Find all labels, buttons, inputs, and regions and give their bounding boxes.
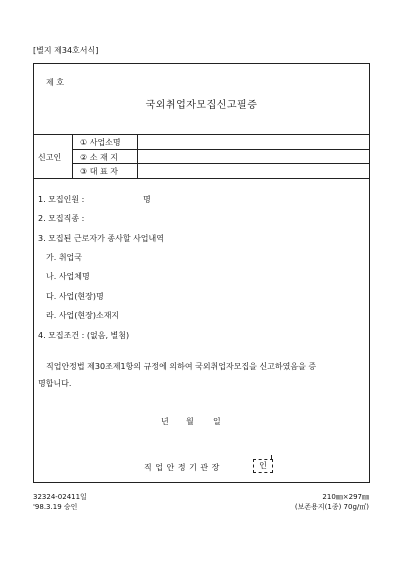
location-label: ② 소 재 지 xyxy=(80,153,118,162)
recruit-count-unit: 명 xyxy=(143,195,151,204)
statement-line-2: 명합니다. xyxy=(38,379,72,388)
recruit-conditions-label: 4. 모집조건 : (없음, 별첨) xyxy=(38,331,130,340)
divider-line xyxy=(137,134,138,178)
company-name-label: 나. 사업체명 xyxy=(46,272,90,281)
authority-label: 직 업 안 정 기 관 장 xyxy=(144,463,220,472)
business-name-label: ① 사업소명 xyxy=(80,138,121,147)
form-title: 국외취업자모집신고필증 xyxy=(145,100,258,111)
recruit-count-label: 1. 모집인원 : xyxy=(38,195,85,204)
employment-country-label: 가. 취업국 xyxy=(46,253,82,262)
divider-line xyxy=(72,134,73,178)
paper-size: 210㎜×297㎜ xyxy=(322,493,369,501)
representative-label: ③ 대 표 자 xyxy=(80,167,118,176)
divider-line xyxy=(72,149,370,150)
seal-box xyxy=(253,459,273,473)
seal-label: 인 xyxy=(259,461,267,470)
date-day: 일 xyxy=(213,417,221,426)
seal-mark-icon xyxy=(271,455,272,460)
date-year: 년 xyxy=(161,417,169,426)
statement-line-1: 직업안정법 제30조제1항의 규정에 의하여 국외취업자모집을 신고하였음을 증 xyxy=(46,362,317,371)
approval-date: '98.3.19 승인 xyxy=(33,503,78,511)
document-number-label: 제 호 xyxy=(46,78,64,87)
divider-line xyxy=(33,178,370,179)
business-details-label: 3. 모집된 근로자가 종사할 사업내역 xyxy=(38,234,164,243)
site-name-label: 다. 사업(현장)명 xyxy=(46,292,104,301)
form-number-label: [별지 제34호서식] xyxy=(33,46,99,55)
form-code: 32324-02411일 xyxy=(33,493,87,501)
date-month: 월 xyxy=(186,417,194,426)
divider-line xyxy=(33,134,370,135)
site-location-label: 라. 사업(현장)소재지 xyxy=(46,311,120,320)
divider-line xyxy=(72,163,370,164)
paper-type: (보존용지(1종) 70g/㎡) xyxy=(294,503,369,511)
recruit-occupation-label: 2. 모집직종 : xyxy=(38,214,85,223)
applicant-group-label: 신고인 xyxy=(38,153,62,162)
